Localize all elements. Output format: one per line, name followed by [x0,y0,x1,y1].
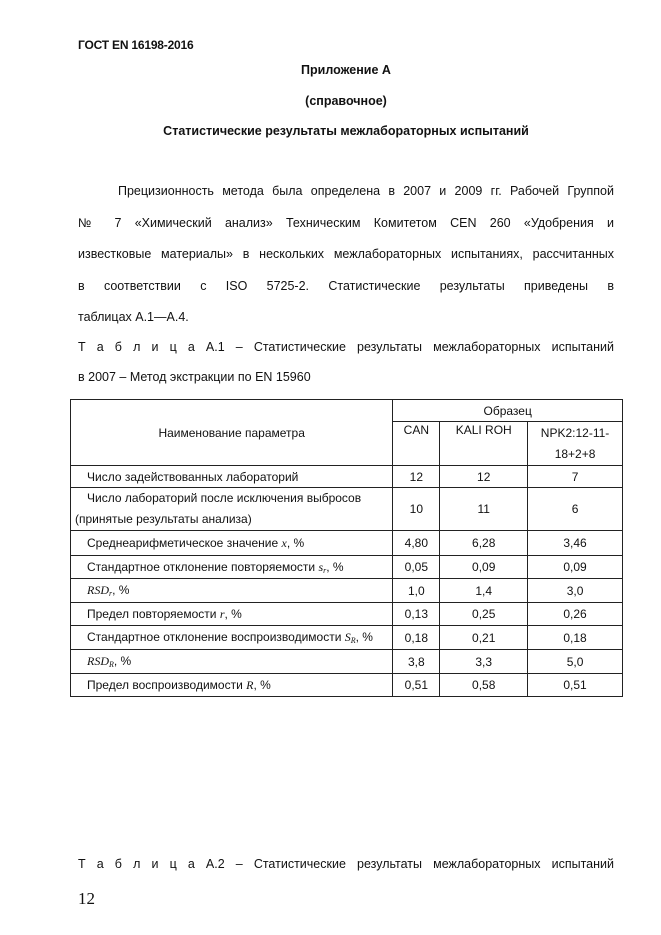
value-cell: 6,28 [440,531,528,556]
table-row [71,466,623,488]
param-label: Число задействованных лабораторий [87,469,299,484]
value-cell: 7 [528,466,623,488]
value-cell: 0,51 [393,674,440,697]
table-row [71,626,623,650]
value-cell: 0,21 [440,626,528,650]
sample-header: KALI ROH [440,422,528,466]
caption-line: Т а б л и ц а А.2 – Статистические результаты межлабораторных испытаний [78,857,614,871]
value-cell: 1,0 [393,579,440,603]
table-row [71,579,623,603]
sample-group-header: Образец [393,400,623,422]
value-cell: 10 [393,488,440,531]
param-label: Предел воспроизводимости [87,677,243,692]
param-unit: , % [286,535,305,550]
intro-line: таблицах А.1—А.4. [78,310,189,324]
param-symbol: R [246,677,254,692]
param-column-header: Наименование параметра [71,400,393,466]
table-row [71,531,623,556]
param-unit: , % [355,630,373,644]
value-cell: 0,25 [440,603,528,626]
param-label: Предел повторяемости [87,606,217,621]
value-cell: 0,18 [528,626,623,650]
standard-code: ГОСТ EN 16198-2016 [78,38,194,52]
value-cell: 0,09 [440,556,528,579]
param-symbol: r [219,606,225,621]
param-symbol-sub: R [350,636,356,645]
param-cell [71,674,393,697]
value-cell: 0,05 [393,556,440,579]
sample-header: NPK2:12-11-18+2+8 [528,422,623,466]
value-cell: 0,13 [393,603,440,626]
param-cell [71,556,393,579]
param-cell [71,488,393,531]
table-row [71,650,623,674]
param-cell [71,603,393,626]
table-a2-caption [78,849,614,879]
param-cell [71,579,393,603]
value-cell: 12 [440,466,528,488]
param-label: Среднеарифметическое значение [87,535,279,550]
sample-header: CAN [393,422,440,466]
table-row [71,674,623,697]
table-a1 [70,399,623,697]
param-unit: , % [113,654,132,668]
param-symbol: RSD [87,654,109,668]
caption-line: Т а б л и ц а А.1 – Статистические результаты межлабораторных испытаний [78,340,614,354]
value-cell: 6 [528,488,623,531]
value-cell: 0,09 [528,556,623,579]
value-cell: 0,51 [528,674,623,697]
param-label: Число лабораторий после исключения выбросов (принятые результаты анализа) [75,491,362,526]
param-cell [71,626,393,650]
annex-title: Приложение А [301,63,391,77]
param-unit: , % [224,606,242,621]
intro-line: Прецизионность метода была определена в 2007 и 2009 гг. Рабочей Группой [118,184,614,198]
value-cell: 1,4 [440,579,528,603]
param-symbol: x [281,535,287,550]
table-row [71,603,623,626]
intro-line: № 7 «Химический анализ» Техническим Комитетом CEN 260 «Удобрения и [78,215,614,230]
param-unit: , % [326,559,344,574]
param-symbol-sub: r [109,589,113,598]
value-cell: 5,0 [528,650,623,674]
intro-line: в соответствии с ISO 5725-2. Статистические результаты приведены в [78,278,614,293]
param-symbol: RSD [87,583,109,597]
value-cell: 3,3 [440,650,528,674]
value-cell: 0,18 [393,626,440,650]
param-symbol-sub: r [323,565,327,575]
intro-paragraph [78,176,614,334]
param-cell [71,650,393,674]
value-cell: 0,58 [440,674,528,697]
table-row [71,488,623,531]
param-label: Стандартное отклонение повторяемости [87,559,316,574]
param-symbol: s [318,559,324,574]
param-unit: , % [253,677,271,692]
table-a1-caption [78,332,614,392]
value-cell: 11 [440,488,528,531]
annex-heading: Статистические результаты межлабораторных испытаний [163,124,529,138]
value-cell: 12 [393,466,440,488]
intro-line: известковые материалы» в нескольких межлабораторных испытаниях, рассчитанных [78,247,614,261]
param-symbol: S [344,630,351,644]
param-label: Стандартное отклонение воспроизводимости [87,630,342,644]
annex-kind: (справочное) [305,94,387,108]
param-unit: , % [112,583,130,597]
param-cell [71,531,393,556]
param-cell [71,466,393,488]
value-cell: 0,26 [528,603,623,626]
value-cell: 3,46 [528,531,623,556]
value-cell: 3,8 [393,650,440,674]
value-cell: 3,0 [528,579,623,603]
value-cell: 4,80 [393,531,440,556]
param-symbol-sub: R [109,660,114,669]
caption-line: в 2007 – Метод экстракции по EN 15960 [78,370,311,384]
page-number: 12 [78,889,95,908]
table-row [71,556,623,579]
